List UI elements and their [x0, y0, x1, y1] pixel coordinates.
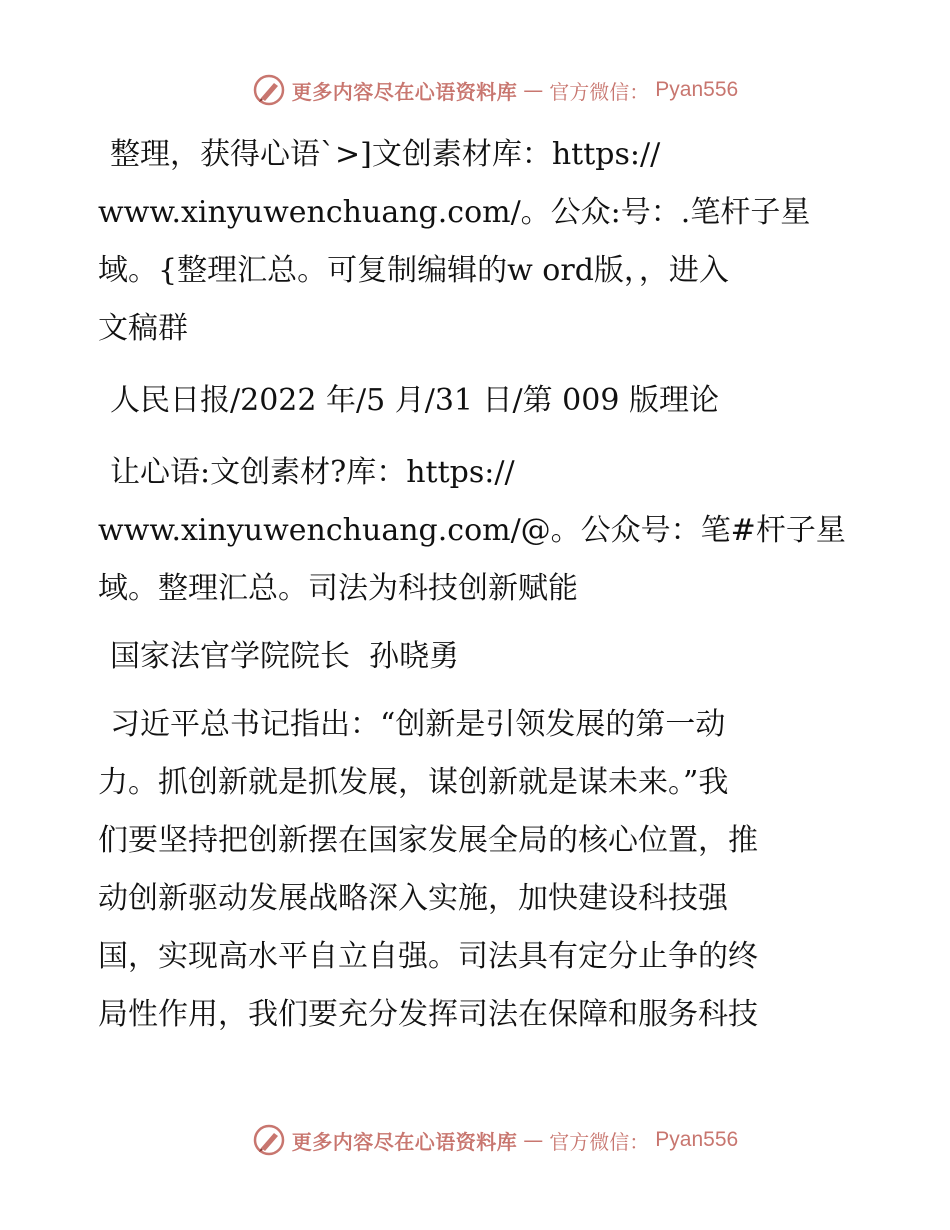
header-banner-wechat-id: Pyan556 — [655, 78, 739, 101]
pen-logo-icon — [252, 1123, 286, 1157]
text-line: 动创新驱动发展战略深入实施，加快建设科技强 — [98, 881, 728, 916]
footer-banner-contact-label: 官方微信： — [549, 1129, 650, 1154]
text-line: 习近平总书记指出：“创新是引领发展的第一动 — [110, 707, 726, 742]
paragraph-source — [98, 372, 858, 430]
paragraph-title — [98, 444, 858, 618]
text-line: 让心语:文创素材?库：https:// — [110, 455, 515, 490]
paragraph-author — [98, 628, 858, 686]
pen-logo-icon — [252, 73, 286, 107]
header-banner-separator: — — [523, 78, 544, 102]
text-line: 整理，获得心语`>]文创素材库：https:// — [110, 137, 661, 172]
footer-banner — [0, 1120, 950, 1160]
document-body — [98, 126, 858, 1044]
footer-banner-text: 更多内容尽在心语资料库 — [291, 1129, 518, 1154]
paragraph-main — [98, 696, 858, 1044]
footer-banner-wechat-id: Pyan556 — [655, 1128, 739, 1151]
text-line: 文稿群 — [98, 311, 188, 346]
text-line: 域。{整理汇总。可复制编辑的w ord版，，进入 — [98, 253, 729, 288]
header-banner — [0, 70, 950, 110]
header-banner-contact-label: 官方微信： — [549, 79, 650, 104]
text-line: 人民日报/2022 年/5 月/31 日/第 009 版理论 — [110, 383, 719, 418]
text-line: www.xinyuwenchuang.com/@。公众号：笔#杆子星 — [98, 513, 846, 548]
text-line: www.xinyuwenchuang.com/。公众:号：.笔杆子星 — [98, 195, 811, 230]
text-line: 局性作用，我们要充分发挥司法在保障和服务科技 — [98, 997, 758, 1032]
text-line: 们要坚持把创新摆在国家发展全局的核心位置，推 — [98, 823, 758, 858]
header-banner-inner — [252, 73, 738, 107]
text-line: 力。抓创新就是抓发展，谋创新就是谋未来。”我 — [98, 765, 729, 800]
footer-banner-inner — [252, 1123, 738, 1157]
text-line: 国，实现高水平自立自强。司法具有定分止争的终 — [98, 939, 758, 974]
text-line: 国家法官学院院长 孙晓勇 — [110, 639, 460, 674]
paragraph-intro — [98, 126, 858, 358]
text-line: 域。整理汇总。司法为科技创新赋能 — [98, 571, 578, 606]
footer-banner-separator: — — [523, 1128, 544, 1152]
header-banner-text: 更多内容尽在心语资料库 — [291, 79, 518, 104]
